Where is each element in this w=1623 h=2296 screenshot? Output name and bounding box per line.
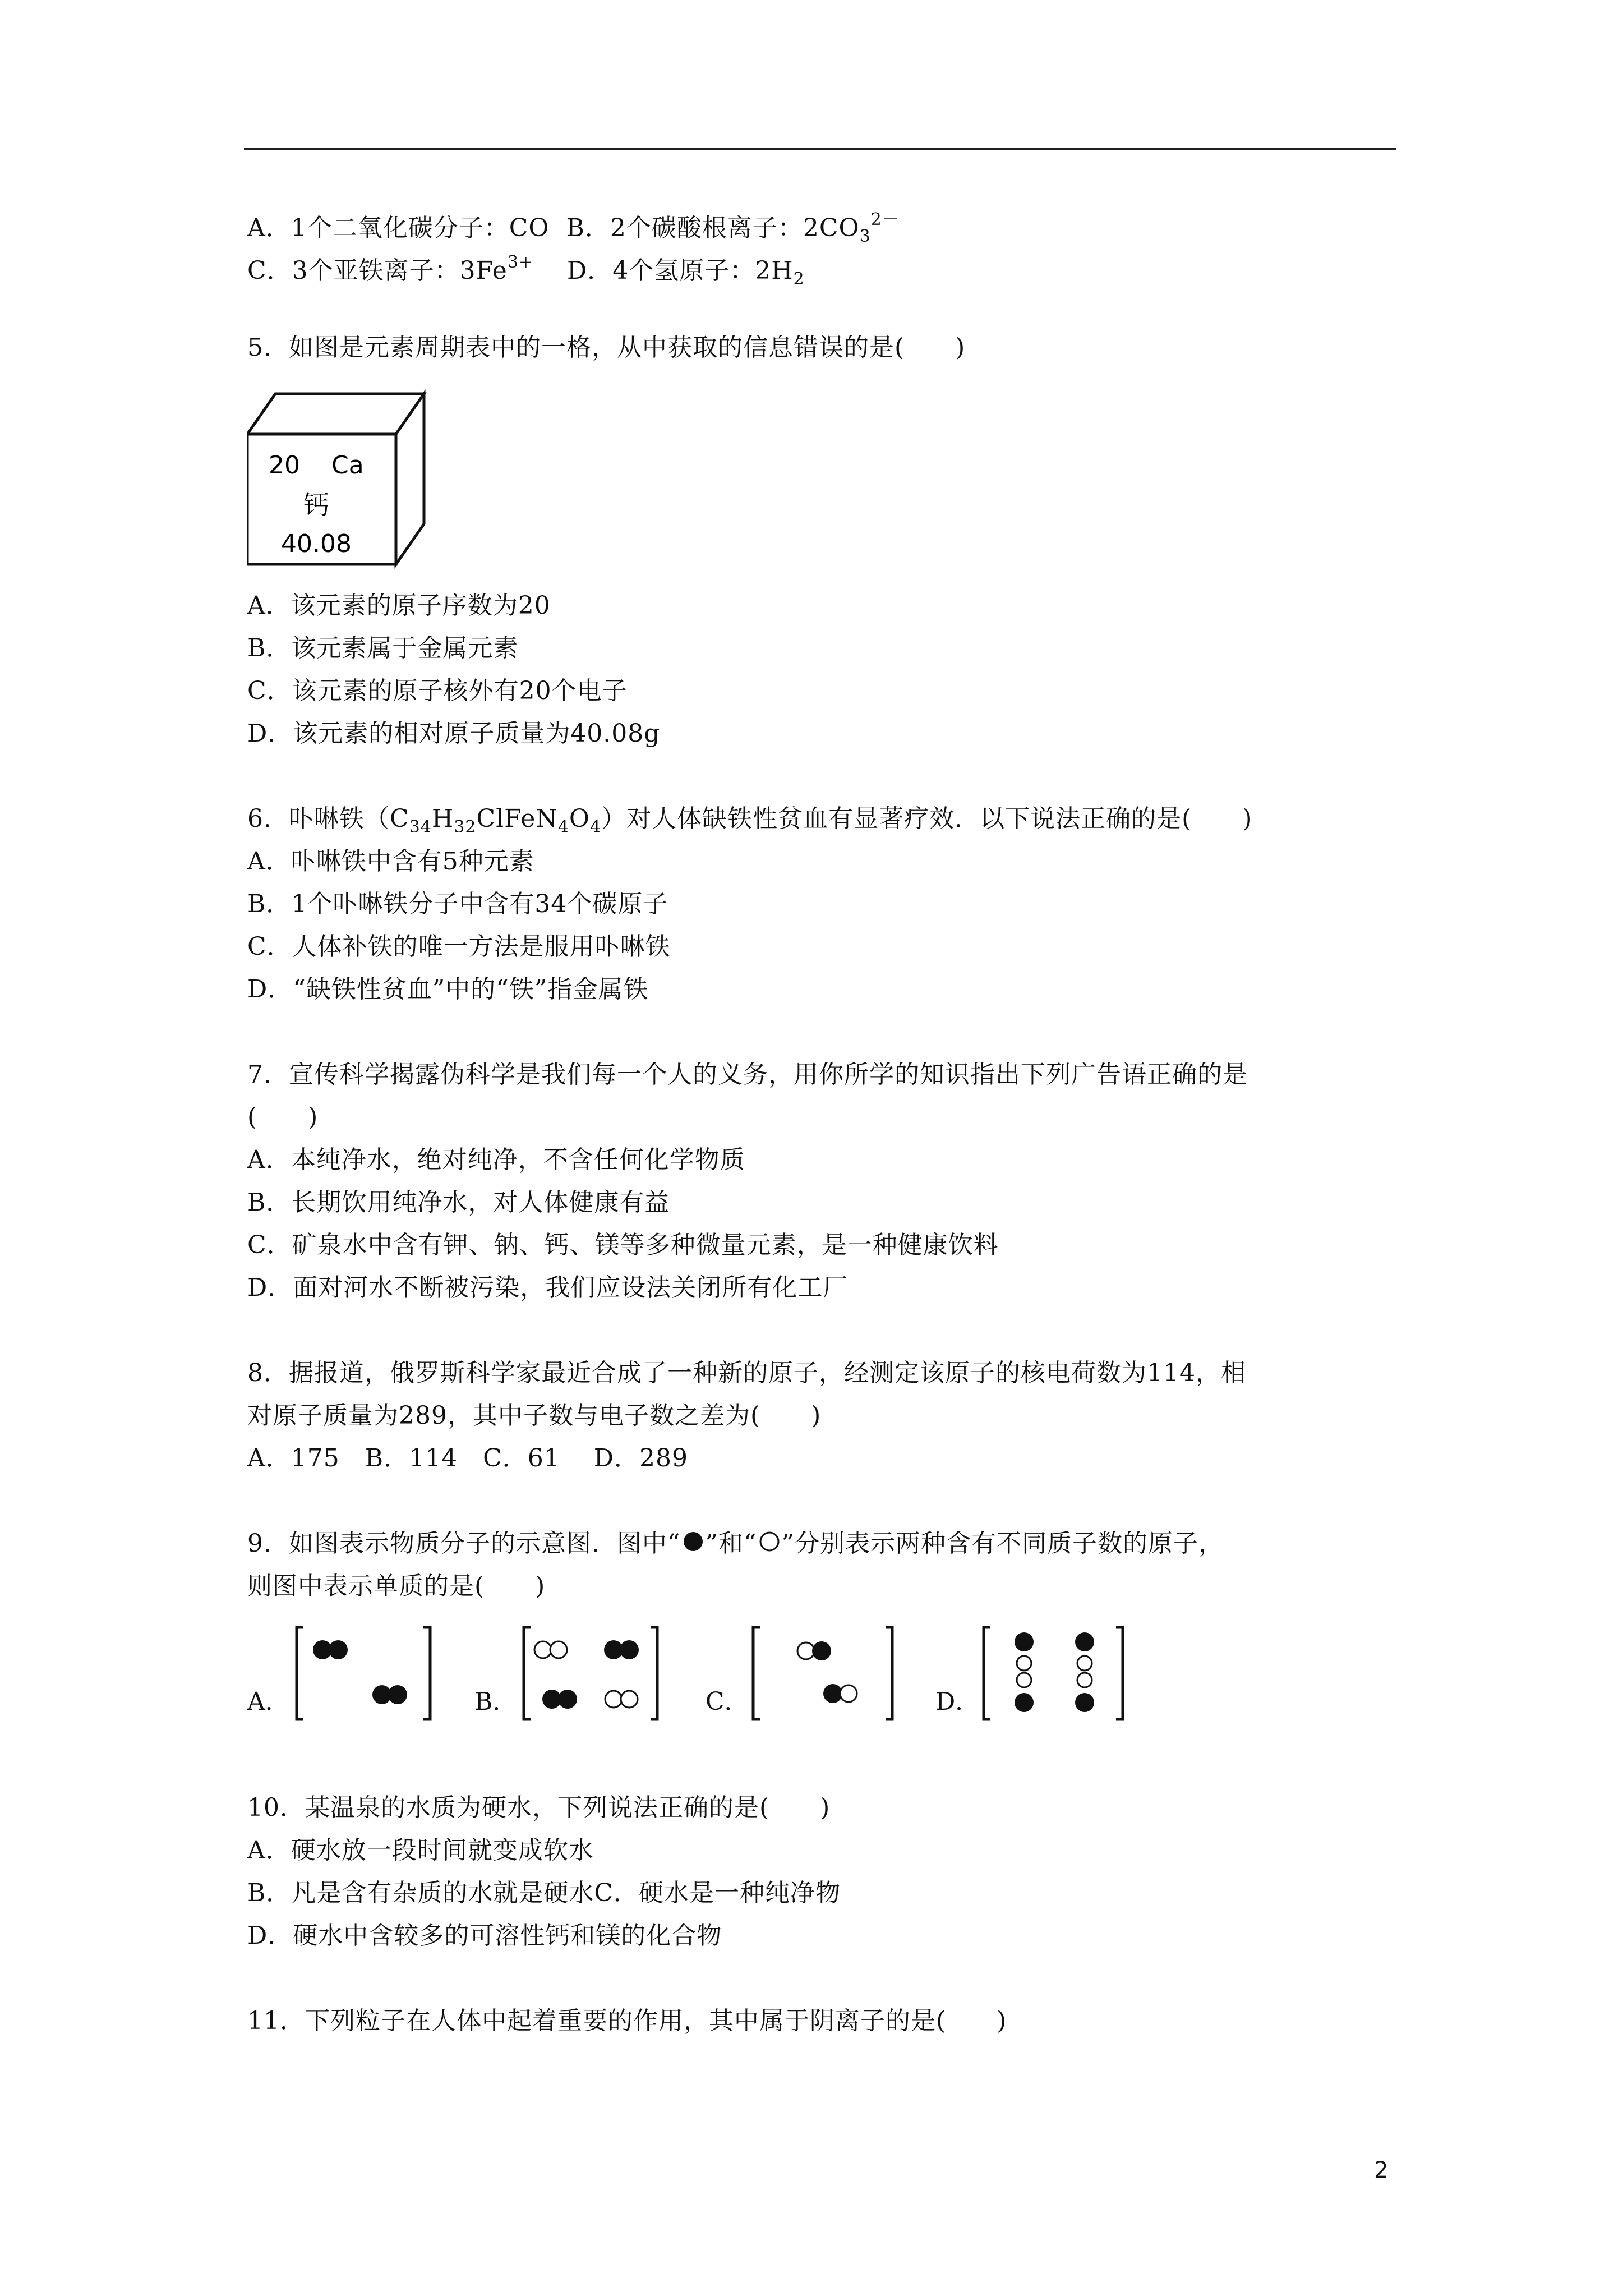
q7-option-a: A．本纯净水，绝对纯净，不含任何化学物质 bbox=[247, 1145, 745, 1174]
q4-options-row2 bbox=[247, 246, 805, 296]
q4-option-b: B．2个碳酸根离子：$2CO_3^{2-}$ bbox=[566, 210, 900, 246]
q5-option-a: A．该元素的原子序数为20 bbox=[247, 591, 551, 620]
q4-option-d: D．4个氢原子：$2H_2$ bbox=[567, 256, 805, 289]
filled-atom-icon bbox=[681, 1529, 706, 1554]
q8-stem-line2: 对原子质量为289，其中子数与电子数之差为( ) bbox=[247, 1401, 822, 1430]
q9-diagram-a bbox=[293, 1623, 434, 1724]
q5-stem: 5．如图是元素周期表中的一格，从中获取的信息错误的是( ) bbox=[247, 333, 966, 362]
hollow-atom-icon bbox=[757, 1529, 782, 1554]
q5-option-b: B．该元素属于金属元素 bbox=[247, 634, 519, 662]
q10-option-d: D．硬水中含较多的可溶性钙和镁的化合物 bbox=[247, 1921, 722, 1950]
q9-label-d: D． bbox=[935, 1687, 980, 1716]
q7-option-d: D．面对河水不断被污染，我们应设法关闭所有化工厂 bbox=[247, 1273, 849, 1302]
q6-option-b: B．1个卟啉铁分子中含有34个碳原子 bbox=[247, 890, 668, 918]
q7-option-b: B．长期饮用纯净水，对人体健康有益 bbox=[247, 1188, 670, 1217]
q10-option-a: A．硬水放一段时间就变成软水 bbox=[247, 1836, 594, 1865]
q4-option-c: C．3个亚铁离子：$3Fe^{3+}$ bbox=[247, 252, 534, 285]
q9-stem-line1: 9．如图表示物质分子的示意图．图中“ ”和“ ”分别表示两种含有不同质子数的原子， bbox=[247, 1529, 1224, 1558]
q6-option-a: A．卟啉铁中含有5种元素 bbox=[247, 847, 534, 876]
q8-stem-line1: 8．据报道，俄罗斯科学家最近合成了一种新的原子，经测定该原子的核电荷数为114，相 bbox=[247, 1359, 1246, 1387]
element-symbol: Ca bbox=[331, 451, 364, 480]
q4-option-a: A．1个二氧化碳分子：CO bbox=[247, 214, 550, 242]
q5-option-c: C．该元素的原子核外有20个电子 bbox=[247, 677, 628, 705]
q6-option-c: C．人体补铁的唯一方法是服用卟啉铁 bbox=[247, 932, 671, 961]
element-cell-figure bbox=[247, 389, 432, 569]
q6-option-d: D．“缺铁性贫血”中的“铁”指金属铁 bbox=[247, 975, 649, 1004]
q9-stem-line2: 则图中表示单质的是( ) bbox=[247, 1572, 546, 1600]
element-number: 20 bbox=[269, 451, 300, 480]
element-name: 钙 bbox=[303, 490, 329, 520]
q9-label-a: A． bbox=[247, 1687, 290, 1716]
q11-stem: 11．下列粒子在人体中起着重要的作用，其中属于阴离子的是( ) bbox=[247, 2007, 1007, 2035]
q8-options: A．175 B．114 C．61 D．289 bbox=[247, 1444, 688, 1473]
q9-diagram-b bbox=[520, 1623, 661, 1724]
q9-label-c: C． bbox=[706, 1687, 749, 1716]
q7-stem-line1: 7．宣传科学揭露伪科学是我们每一个人的义务，用你所学的知识指出下列广告语正确的是 bbox=[247, 1060, 1248, 1089]
header-rule bbox=[244, 148, 1396, 150]
q7-stem-line2: ( ) bbox=[247, 1103, 319, 1131]
q5-option-d: D．该元素的相对原子质量为40.08g bbox=[247, 719, 661, 748]
page-number: 2 bbox=[1374, 2157, 1389, 2183]
q9-label-b: B． bbox=[474, 1687, 518, 1716]
element-mass: 40.08 bbox=[281, 530, 352, 558]
q10-option-b-c: B．凡是含有杂质的水就是硬水C．硬水是一种纯净物 bbox=[247, 1879, 841, 1907]
q6-stem: 6．卟啉铁$(C_{34}H_{32}ClFeN_4O_4)$对人体缺铁性贫血有显著疗效．以下说法正确的是( ) bbox=[247, 804, 1253, 837]
q9-diagram-c bbox=[750, 1623, 896, 1724]
q7-option-c: C．矿泉水中含有钾、钠、钙、镁等多种微量元素，是一种健康饮料 bbox=[247, 1231, 999, 1259]
q9-diagram-d bbox=[980, 1623, 1126, 1724]
q10-stem: 10．某温泉的水质为硬水，下列说法正确的是( ) bbox=[247, 1793, 831, 1822]
